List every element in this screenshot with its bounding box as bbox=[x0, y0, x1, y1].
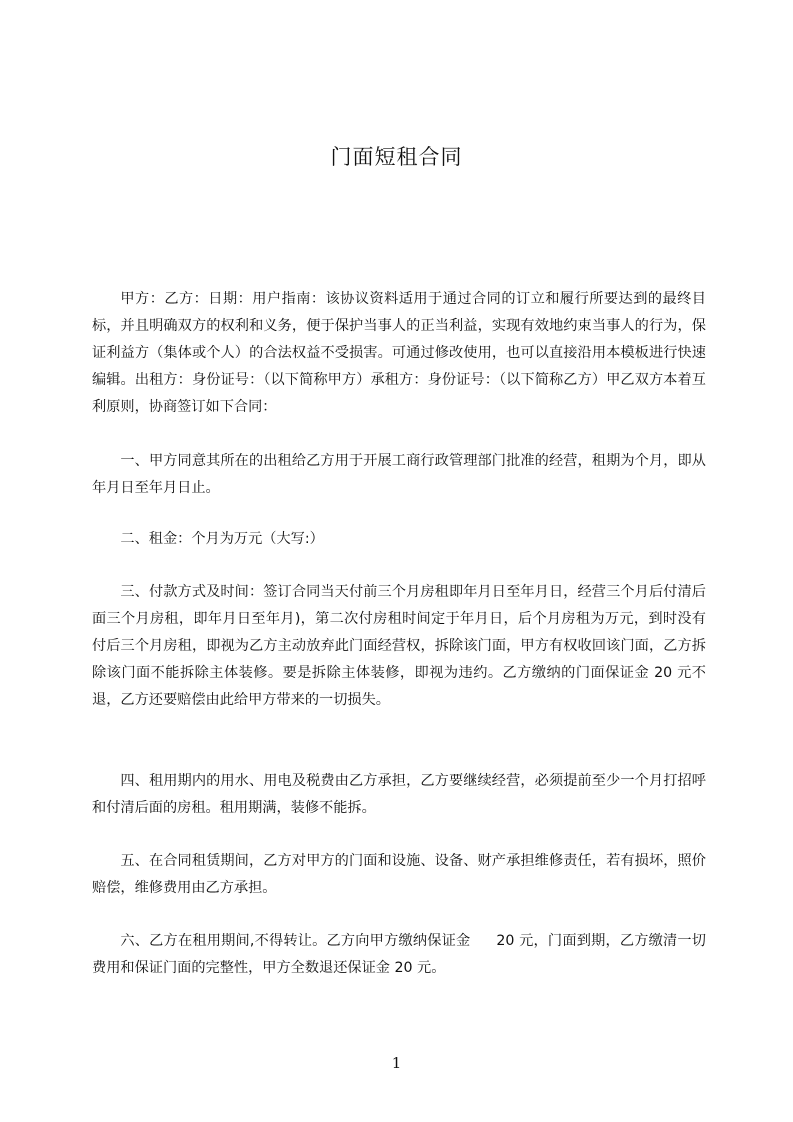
document-title: 门面短租合同 bbox=[330, 145, 463, 169]
paragraph-clause-2: 二、租金：个月为万元（大写:） bbox=[120, 531, 324, 547]
paragraph-clause-3: 三、付款方式及时间：签订合同当天付前三个月房租即年月日至年月日，经营三个月后付清后面三个月房租，即年月日至年月)，第二次付房租时间定于年月日，后个月房租为万元，到时没有付后三个月房租，即视为乙方主动放弃此门面经营权，拆除该门面，甲方有权收回该门面，乙方拆除该门面不能拆除主体装修。要是拆除主体装修，即视为违约。乙方缴纳的门面保证金 20 元不退，乙方还要赔偿由此给甲方带来的一切损失。 bbox=[92, 584, 706, 708]
page-number: 1 bbox=[391, 1054, 402, 1072]
paragraph-clause-4: 四、租用期内的用水、用电及税费由乙方承担，乙方要继续经营，必须提前至少一个月打招呼和付清后面的房租。租用期满，装修不能拆。 bbox=[92, 773, 706, 816]
clause-6-text-part2: 20 元，门面到期，乙方缴清一切费用和保证门面的完整性，甲方全数退还保证金 20 元。 bbox=[92, 933, 706, 976]
clause-6-text-part1: 六、乙方在租用期间,不得转让。乙方向甲方缴纳保证金 bbox=[120, 933, 471, 949]
paragraph-clause-5: 五、在合同租赁期间，乙方对甲方的门面和设施、设备、财产承担维修责任，若有损坏，照价赔偿，维修费用由乙方承担。 bbox=[92, 853, 706, 896]
paragraph-preamble: 甲方：乙方：日期：用户指南：该协议资料适用于通过合同的订立和履行所要达到的最终目标，并且明确双方的权利和义务，便于保护当事人的正当利益，实现有效地约束当事人的行为，保证利益方（集体或个人）的合法权益不受损害。可通过修改使用，也可以直接沿用本模板进行快速编辑。出租方：身份证号：（以下简称甲方）承租方：身份证号：（以下简称乙方）甲乙双方本着互利原则，协商签订如下合同： bbox=[92, 291, 706, 415]
paragraph-clause-1: 一、甲方同意其所在的出租给乙方用于开展工商行政管理部门批准的经营，租期为个月，即从年月日至年月日止。 bbox=[92, 453, 706, 496]
paragraph-clause-6 bbox=[92, 928, 706, 982]
